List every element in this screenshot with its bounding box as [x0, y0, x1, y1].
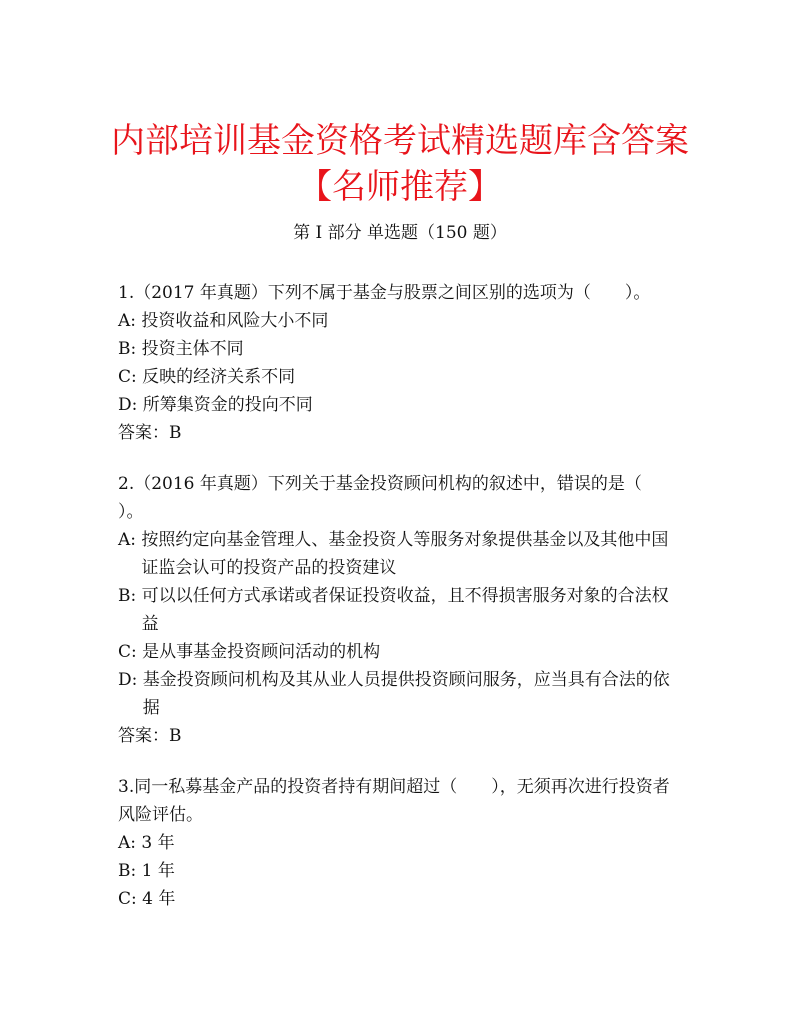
- option-text: 1 年: [141, 861, 175, 881]
- option-d: [118, 391, 684, 419]
- option-a: [118, 307, 684, 335]
- option-key: B:: [118, 339, 142, 359]
- question-stem: 1.（2017 年真题）下列不属于基金与股票之间区别的选项为（ ）。: [118, 283, 651, 303]
- option-text: 是从事基金投资顾问活动的机构: [142, 642, 381, 662]
- answer-line: 答案：B: [118, 423, 182, 443]
- question-list: [118, 279, 684, 936]
- question-1: [118, 279, 684, 447]
- option-text: 所筹集资金的投向不同: [142, 395, 313, 415]
- option-key: A:: [118, 530, 142, 550]
- option-key: B:: [118, 586, 142, 606]
- option-text: 投资主体不同: [141, 339, 244, 359]
- option-c: [118, 885, 684, 913]
- option-c: [118, 363, 684, 391]
- section-heading: 第 I 部分 单选题（150 题）: [293, 223, 507, 243]
- option-key: A:: [118, 833, 142, 853]
- option-key: C:: [118, 889, 143, 909]
- question-stem: 2.（2016 年真题）下列关于基金投资顾问机构的叙述中，错误的是（ ）。: [118, 474, 676, 522]
- document-title: 内部培训基金资格考试精选题库含答案【名师推荐】: [111, 121, 689, 207]
- option-key: A:: [118, 311, 142, 331]
- question-2: [118, 470, 684, 750]
- option-text: 反映的经济关系不同: [142, 367, 296, 387]
- option-key: D:: [118, 395, 143, 415]
- option-b: [118, 857, 684, 885]
- option-a: [118, 526, 684, 582]
- option-text: 按照约定向基金管理人、基金投资人等服务对象提供基金以及其他中国证监会认可的投资产品的投资建议: [141, 530, 669, 578]
- option-text: 基金投资顾问机构及其从业人员提供投资顾问服务，应当具有合法的依据: [142, 670, 670, 718]
- option-c: [118, 638, 684, 666]
- option-key: C:: [118, 642, 143, 662]
- option-key: B:: [118, 861, 142, 881]
- option-text: 3 年: [141, 833, 175, 853]
- option-text: 可以以任何方式承诺或者保证投资收益，且不得损害服务对象的合法权益: [141, 586, 669, 634]
- option-d: [118, 666, 684, 722]
- option-key: D:: [118, 670, 143, 690]
- option-b: [118, 582, 684, 638]
- option-text: 投资收益和风险大小不同: [141, 311, 329, 331]
- option-b: [118, 335, 684, 363]
- question-3: [118, 773, 684, 913]
- option-text: 4 年: [142, 889, 176, 909]
- question-stem: 3.同一私募基金产品的投资者持有期间超过（ ），无须再次进行投资者风险评估。: [118, 777, 670, 825]
- option-key: C:: [118, 367, 143, 387]
- option-a: [118, 829, 684, 857]
- answer-line: 答案：B: [118, 726, 182, 746]
